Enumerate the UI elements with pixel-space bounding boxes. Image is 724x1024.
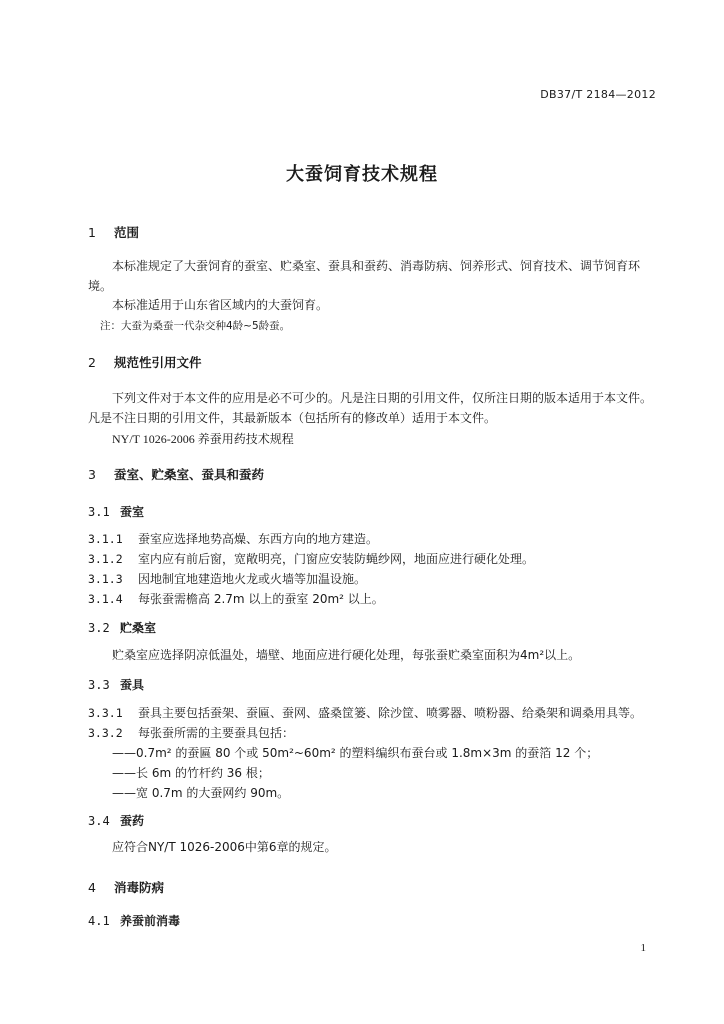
clause-text: 每张蚕所需的主要蚕具包括： [138,726,295,740]
clause-3-3-2 [88,724,294,741]
clause-3-1-3 [88,570,366,587]
section-title: 消毒防病 [114,880,165,895]
clause-3-3-1 [88,704,642,721]
dash-list-item: ——长 6m 的竹杆约 36 根； [112,766,270,780]
section-title: 蚕药 [120,814,145,828]
page-number: 1 [640,942,646,954]
section-4-heading [88,878,164,896]
clause-text: 每张蚕需檐高 2.7m 以上的蚕室 20m² 以上。 [138,592,384,606]
clause-number: 3.1.1 [88,532,123,546]
clause-number: 3.1.4 [88,592,123,606]
section-title: 规范性引用文件 [114,355,202,370]
section-3-2-heading [88,619,156,636]
clause-number: 3.1.2 [88,552,123,566]
section-2-heading [88,353,202,371]
section-1-heading [88,223,139,241]
clause-3-1-1 [88,530,378,547]
clause-text: 因地制宜地建造地火龙或火墙等加温设施。 [138,572,367,586]
section-3-4-heading [88,812,144,829]
section-3-4-paragraph: 应符合NY/T 1026-2006中第6章的规定。 [112,840,337,854]
section-2-reference: NY/T 1026-2006 养蚕用药技术规程 [112,432,294,446]
section-3-3-heading [88,676,144,693]
section-1-paragraph-2: 本标准适用于山东省区域内的大蚕饲育。 [112,298,329,312]
section-number: 3.1 [88,505,110,519]
section-title: 蚕室 [120,505,145,519]
section-2-paragraph-1: 下列文件对于本文件的应用是必不可少的。凡是注日期的引用文件，仅所注日期的版本适用于本文件。凡是不注日期的引用文件，其最新版本（包括所有的修改单）适用于本文件。 [88,391,653,425]
section-title: 养蚕前消毒 [120,914,181,928]
section-title: 蚕室、贮桑室、蚕具和蚕药 [114,467,265,482]
clause-number: 3.3.1 [88,706,123,720]
clause-text: 室内应有前后窗，宽敞明亮，门窗应安装防蝇纱网，地面应进行硬化处理。 [138,552,535,566]
dash-list-item: ——宽 0.7m 的大蚕网约 90m。 [112,786,290,800]
section-1-note: 注：大蚕为桑蚕一代杂交种4龄~5龄蚕。 [100,320,291,332]
section-4-1-heading [88,912,180,929]
clause-text: 蚕室应选择地势高燥、东西方向的地方建造。 [138,532,379,546]
clause-3-1-2 [88,550,534,567]
section-number: 3.2 [88,621,110,635]
section-number: 3.3 [88,678,110,692]
section-3-1-heading [88,503,144,520]
section-number: 3.4 [88,814,110,828]
dash-list-item: ——0.7m² 的蚕匾 80 个或 50m²~60m² 的塑料编织布蚕台或 1.8m×3m 的蚕箔 12 个； [112,746,599,760]
section-3-heading [88,465,264,483]
section-title: 贮桑室 [120,621,157,635]
section-title: 蚕具 [120,678,145,692]
section-number: 4 [88,880,96,895]
clause-3-1-4 [88,590,384,607]
section-1-paragraph-1: 本标准规定了大蚕饲育的蚕室、贮桑室、蚕具和蚕药、消毒防病、饲养形式、饲育技术、调节饲育环境。 [88,259,641,293]
section-title: 范围 [114,225,140,240]
section-number: 2 [88,355,96,370]
clause-number: 3.3.2 [88,726,123,740]
clause-text: 蚕具主要包括蚕架、蚕匾、蚕网、盛桑筐篓、除沙筐、喷雾器、喷粉器、给桑架和调桑用具等。 [138,706,643,720]
document-id: DB37/T 2184—2012 [540,88,656,101]
clause-number: 3.1.3 [88,572,123,586]
section-number: 1 [88,225,96,240]
section-number: 3 [88,467,96,482]
section-number: 4.1 [88,914,110,928]
document-title: 大蚕饲育技术规程 [286,164,438,185]
section-3-2-paragraph: 贮桑室应选择阴凉低温处，墙壁、地面应进行硬化处理，每张蚕贮桑室面积为4m²以上。 [112,648,581,662]
